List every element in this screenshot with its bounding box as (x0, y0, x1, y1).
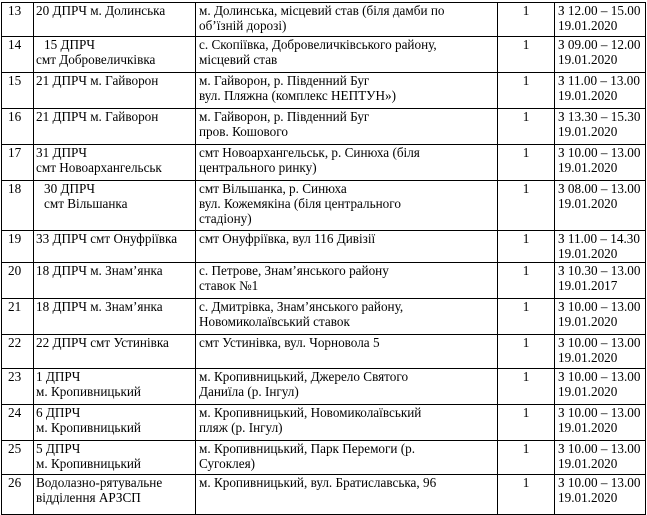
row-number-cell: 23 (2, 369, 34, 405)
unit-cell-line: 20 ДПРЧ м. Долинська (36, 3, 166, 18)
time-cell-line: З 10.00 – 13.00 (558, 405, 641, 420)
time-cell-line: 19.01.2020 (558, 124, 618, 139)
location-cell-line: пров. Кошового (199, 124, 288, 139)
row-number-cell: 17 (2, 145, 34, 181)
time-cell-line: З 10.00 – 13.00 (558, 475, 641, 490)
location-cell (196, 441, 498, 475)
quantity-cell: 1 (498, 441, 555, 475)
location-cell-line: стадіону) (199, 211, 252, 226)
unit-cell (34, 335, 196, 369)
location-cell-line: м. Кропивницький, Джерело Святого (199, 369, 409, 384)
time-cell (555, 3, 646, 37)
unit-cell-line: 30 ДПРЧ (44, 181, 95, 196)
time-cell-line: 19.01.2020 (558, 246, 618, 261)
time-cell-line: З 08.00 – 13.00 (558, 181, 641, 196)
unit-cell-line: м. Кропивницький (36, 420, 141, 435)
table-row (2, 231, 646, 263)
time-cell-line: 19.01.2020 (558, 18, 618, 33)
unit-cell-line: 33 ДПРЧ смт Онуфріївка (36, 231, 178, 246)
unit-cell (34, 299, 196, 335)
table-row (2, 109, 646, 145)
row-number-cell: 24 (2, 405, 34, 441)
schedule-table (1, 2, 646, 515)
unit-cell (34, 181, 196, 231)
location-cell (196, 37, 498, 73)
unit-cell-line: 31 ДПРЧ (36, 145, 87, 160)
quantity-cell: 1 (498, 475, 555, 515)
table-row (2, 299, 646, 335)
location-cell-line: м. Гайворон, р. Південний Буг (199, 73, 370, 88)
unit-cell (34, 231, 196, 263)
table-row (2, 181, 646, 231)
quantity-cell: 1 (498, 37, 555, 73)
quantity-cell: 1 (498, 405, 555, 441)
row-number-cell: 13 (2, 3, 34, 37)
table-row (2, 475, 646, 515)
time-cell-line: З 13.30 – 15.30 (558, 109, 641, 124)
time-cell (555, 441, 646, 475)
time-cell (555, 145, 646, 181)
quantity-cell: 1 (498, 231, 555, 263)
location-cell (196, 3, 498, 37)
time-cell (555, 369, 646, 405)
time-cell (555, 231, 646, 263)
quantity-cell: 1 (498, 369, 555, 405)
location-cell-line: смт Устинівка, вул. Чорновола 5 (199, 335, 380, 350)
time-cell-line: З 10.00 – 13.00 (558, 145, 641, 160)
row-number-cell: 21 (2, 299, 34, 335)
location-cell-line: смт Онуфріївка, вул 116 Дивізії (199, 231, 376, 246)
row-number-cell: 15 (2, 73, 34, 109)
time-cell-line: 19.01.2020 (558, 88, 618, 103)
quantity-cell: 1 (498, 109, 555, 145)
unit-cell-line: 21 ДПРЧ м. Гайворон (36, 73, 159, 88)
unit-cell-line: 6 ДПРЧ (36, 405, 81, 420)
unit-cell-line: смт Новоархангельськ (36, 160, 162, 175)
location-cell-line: центрального ринку) (199, 160, 317, 175)
unit-cell (34, 73, 196, 109)
time-cell-line: 19.01.2020 (558, 160, 618, 175)
time-cell-line: 19.01.2020 (558, 350, 618, 365)
location-cell-line: Новомиколаївський ставок (199, 314, 350, 329)
location-cell (196, 109, 498, 145)
table-row (2, 335, 646, 369)
time-cell (555, 181, 646, 231)
time-cell-line: 19.01.2017 (558, 278, 618, 293)
row-number-cell: 25 (2, 441, 34, 475)
location-cell (196, 181, 498, 231)
location-cell (196, 405, 498, 441)
location-cell-line: Даниїла (р. Інгул) (199, 384, 299, 399)
location-cell-line: м. Долинська, місцевий став (біля дамби по (199, 3, 445, 18)
unit-cell-line: 5 ДПРЧ (36, 441, 81, 456)
time-cell (555, 475, 646, 515)
location-cell-line: смт Вільшанка, р. Синюха (199, 181, 347, 196)
location-cell-line: м. Кропивницький, Парк Перемоги (р. (199, 441, 416, 456)
location-cell (196, 73, 498, 109)
time-cell (555, 405, 646, 441)
location-cell-line: Сугоклея) (199, 456, 256, 471)
location-cell-line: м. Гайворон, р. Південний Буг (199, 109, 370, 124)
time-cell-line: З 10.30 – 13.00 (558, 263, 641, 278)
location-cell-line: с. Петрове, Знам’янського району (199, 263, 389, 278)
row-number-cell: 22 (2, 335, 34, 369)
unit-cell-line: 1 ДПРЧ (36, 369, 81, 384)
row-number-cell: 16 (2, 109, 34, 145)
location-cell (196, 231, 498, 263)
unit-cell (34, 145, 196, 181)
location-cell-line: місцевий став (199, 52, 278, 67)
time-cell-line: З 10.00 – 13.00 (558, 335, 641, 350)
location-cell (196, 145, 498, 181)
location-cell-line: пляж (р. Інгул) (199, 420, 283, 435)
location-cell (196, 299, 498, 335)
time-cell-line: З 11.00 – 13.00 (558, 73, 640, 88)
time-cell (555, 299, 646, 335)
unit-cell (34, 441, 196, 475)
unit-cell-line: 18 ДПРЧ м. Знам’янка (36, 299, 163, 314)
unit-cell-line: Водолазно-рятувальне (36, 475, 163, 490)
unit-cell-line: м. Кропивницький (36, 456, 141, 471)
location-cell-line: смт Новоархангельськ, р. Синюха (біля (199, 145, 420, 160)
time-cell-line: 19.01.2020 (558, 314, 618, 329)
unit-cell-line: м. Кропивницький (36, 384, 141, 399)
time-cell (555, 263, 646, 299)
table-row (2, 3, 646, 37)
time-cell-line: 19.01.2020 (558, 384, 618, 399)
unit-cell-line: 18 ДПРЧ м. Знам’янка (36, 263, 163, 278)
location-cell (196, 263, 498, 299)
location-cell (196, 335, 498, 369)
row-number-cell: 14 (2, 37, 34, 73)
unit-cell-line: 22 ДПРЧ смт Устинівка (36, 335, 169, 350)
time-cell-line: З 10.00 – 13.00 (558, 299, 641, 314)
location-cell (196, 475, 498, 515)
time-cell-line: 19.01.2020 (558, 456, 618, 471)
unit-cell-line: смт Добровеличківка (36, 52, 156, 67)
time-cell (555, 73, 646, 109)
location-cell-line: с. Скопіївка, Добровеличківського району, (199, 37, 437, 52)
time-cell-line: 19.01.2020 (558, 52, 618, 67)
time-cell-line: З 10.00 – 13.00 (558, 369, 641, 384)
unit-cell (34, 109, 196, 145)
schedule-table-body (2, 3, 646, 515)
table-row (2, 441, 646, 475)
row-number-cell: 26 (2, 475, 34, 515)
unit-cell (34, 475, 196, 515)
location-cell-line: с. Дмитрівка, Знам’янського району, (199, 299, 404, 314)
location-cell-line: м. Кропивницький, Новомиколаївський (199, 405, 422, 420)
row-number-cell: 19 (2, 231, 34, 263)
table-row (2, 37, 646, 73)
row-number-cell: 18 (2, 181, 34, 231)
time-cell (555, 335, 646, 369)
unit-cell (34, 263, 196, 299)
time-cell-line: З 09.00 – 12.00 (558, 37, 641, 52)
time-cell (555, 109, 646, 145)
location-cell-line: вул. Пляжна (комплекс НЕПТУН») (199, 88, 396, 103)
time-cell-line: З 12.00 – 15.00 (558, 3, 641, 18)
time-cell-line: 19.01.2020 (558, 420, 618, 435)
location-cell-line: ставок №1 (199, 278, 259, 293)
time-cell-line: 19.01.2020 (558, 490, 618, 505)
time-cell-line: З 10.00 – 13.00 (558, 441, 641, 456)
table-row (2, 145, 646, 181)
unit-cell (34, 3, 196, 37)
unit-cell-line: 21 ДПРЧ м. Гайворон (36, 109, 159, 124)
quantity-cell: 1 (498, 3, 555, 37)
unit-cell-line: смт Вільшанка (44, 196, 128, 211)
table-row (2, 369, 646, 405)
unit-cell (34, 37, 196, 73)
quantity-cell: 1 (498, 73, 555, 109)
unit-cell (34, 405, 196, 441)
table-row (2, 405, 646, 441)
quantity-cell: 1 (498, 335, 555, 369)
location-cell-line: об’їзній дорозі) (199, 18, 287, 33)
time-cell (555, 37, 646, 73)
quantity-cell: 1 (498, 181, 555, 231)
unit-cell-line: відділення АРЗСП (36, 490, 141, 505)
location-cell-line: вул. Кожемякіна (біля центрального (199, 196, 401, 211)
time-cell-line: 19.01.2020 (558, 196, 618, 211)
time-cell-line: З 11.00 – 14.30 (558, 231, 640, 246)
unit-cell-line: 15 ДПРЧ (44, 37, 95, 52)
quantity-cell: 1 (498, 299, 555, 335)
table-row (2, 263, 646, 299)
row-number-cell: 20 (2, 263, 34, 299)
unit-cell (34, 369, 196, 405)
location-cell (196, 369, 498, 405)
table-row (2, 73, 646, 109)
location-cell-line: м. Кропивницький, вул. Братиславська, 96 (199, 475, 437, 490)
quantity-cell: 1 (498, 145, 555, 181)
quantity-cell: 1 (498, 263, 555, 299)
